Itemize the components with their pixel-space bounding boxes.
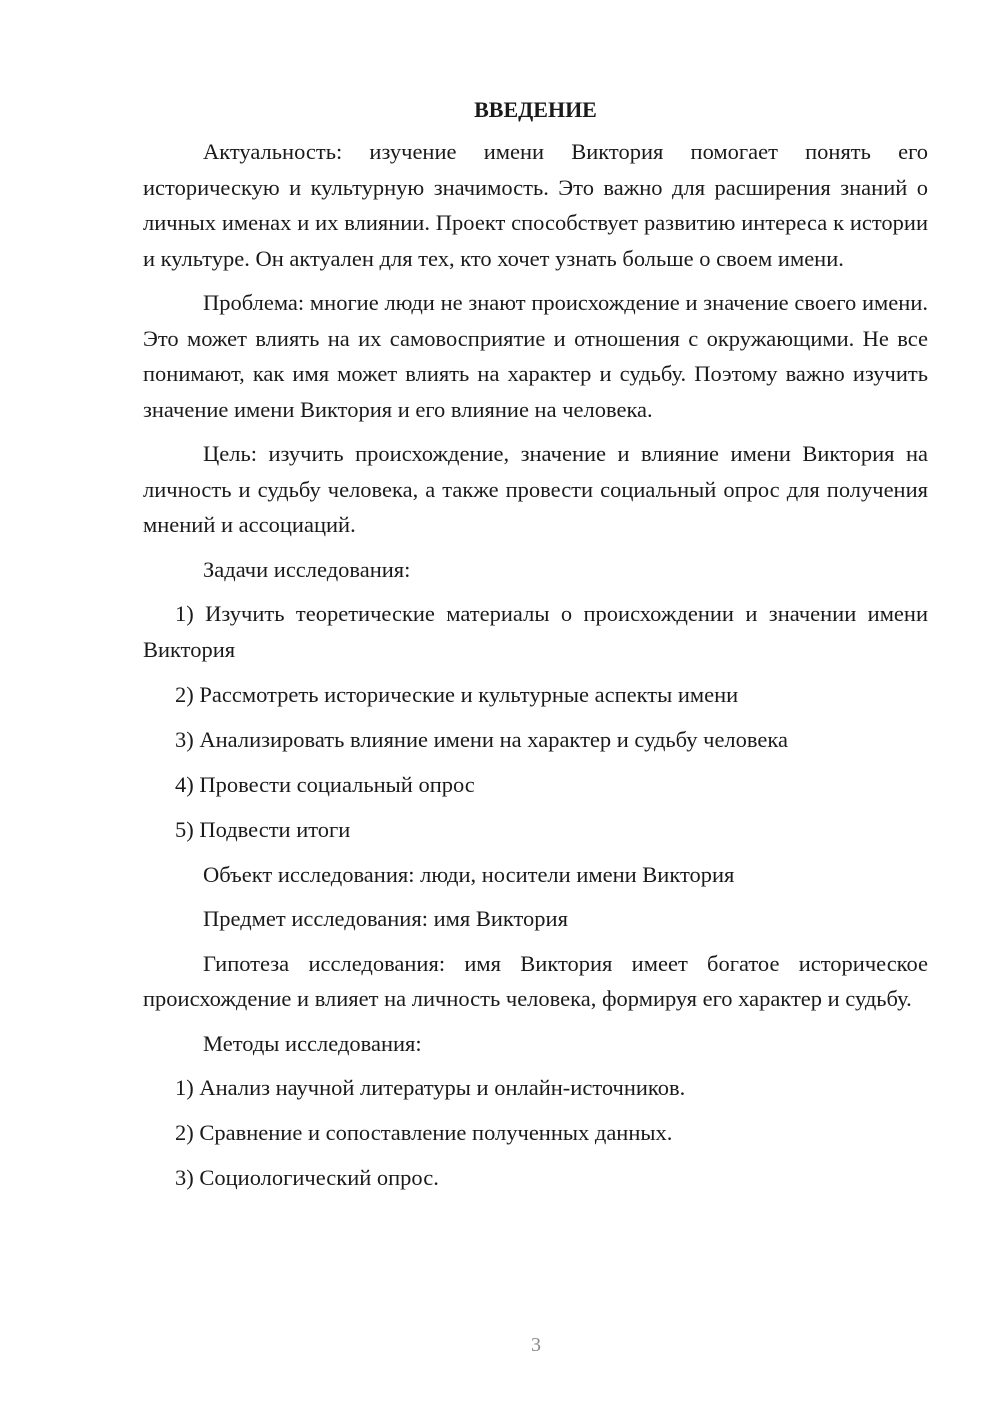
tasks-list (143, 596, 928, 847)
problem-paragraph: Проблема: многие люди не знают происхождение и значение своего имени. Это может влиять на их самовосприятие и отношения с окружающими. Не все понимают, как имя может влиять на характер и судьбу. Поэтому важно изучить значение имени Виктория и его влияние на человека. (143, 290, 928, 422)
list-item: 5) Подвести итоги (175, 816, 351, 842)
relevance-paragraph: Актуальность: изучение имени Виктория помогает понять его историческую и культурную значимость. Это важно для расширения знаний о личных именах и их влиянии. Проект способствует развитию интереса к истории и культуре. Он актуален для тех, кто хочет узнать больше о своем имени. (143, 139, 928, 271)
subject-paragraph: Предмет исследования: имя Виктория (203, 906, 568, 931)
methods-list (143, 1070, 928, 1196)
page-title: ВВЕДЕНИЕ (474, 97, 597, 122)
list-item: 1) Анализ научной литературы и онлайн-источников. (175, 1075, 686, 1100)
list-item: 1) Изучить теоретические материалы о происхождении и значении имени Виктория (143, 601, 928, 662)
object-paragraph: Объект исследования: люди, носители имени Виктория (203, 861, 735, 887)
list-item: 2) Сравнение и сопоставление полученных данных. (175, 1120, 673, 1145)
hypothesis-paragraph: Гипотеза исследования: имя Виктория имеет богатое историческое происхождение и влияет на личность человека, формируя его характер и судьбу. (143, 950, 928, 1011)
list-item: 4) Провести социальный опрос (175, 771, 475, 797)
page-number: 3 (531, 1334, 541, 1356)
goal-paragraph: Цель: изучить происхождение, значение и влияние имени Виктория на личность и судьбу человека, а также провести социальный опрос для получения мнений и ассоциаций. (143, 441, 928, 537)
document-page (143, 95, 928, 1205)
methods-heading: Методы исследования: (203, 1030, 422, 1056)
tasks-heading: Задачи исследования: (203, 556, 411, 582)
list-item: 3) Социологический опрос. (175, 1165, 439, 1190)
list-item: 2) Рассмотреть исторические и культурные аспекты имени (175, 681, 739, 707)
list-item: 3) Анализировать влияние имени на характер и судьбу человека (175, 726, 788, 752)
